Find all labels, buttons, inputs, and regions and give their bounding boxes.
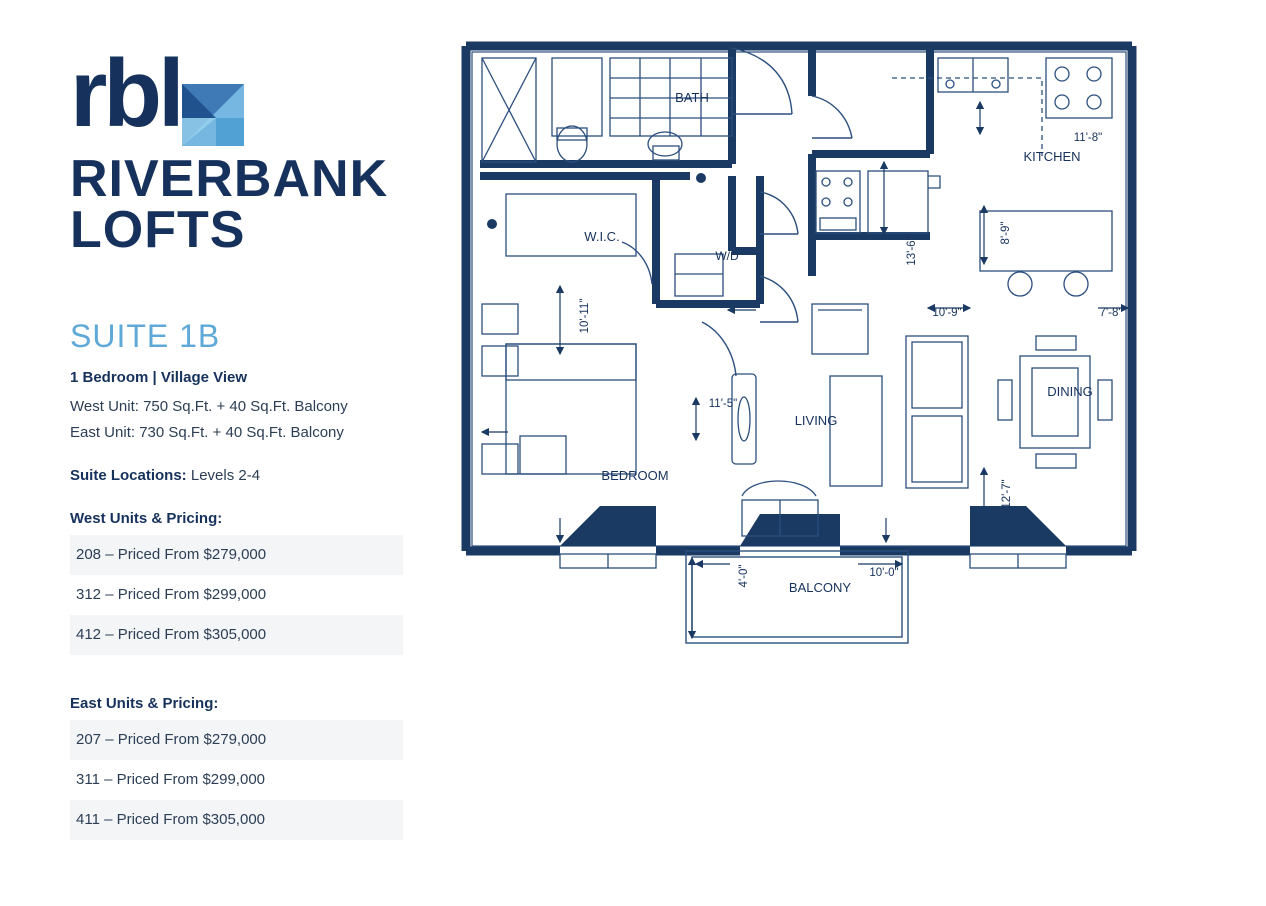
room-label: W/D xyxy=(715,249,739,263)
west-pricing-heading: West Units & Pricing: xyxy=(70,509,223,527)
info-panel xyxy=(70,40,470,840)
dimension-label: 11'-8" xyxy=(1073,132,1103,144)
dimension-label: 13'-6" xyxy=(906,236,918,266)
divider xyxy=(70,655,470,669)
brand-name xyxy=(70,150,470,259)
bedroom-furniture xyxy=(482,304,636,474)
room-label: LIVING xyxy=(794,413,838,428)
east-pricing-heading: East Units & Pricing: xyxy=(70,694,219,712)
dimension-label: 10'-9" xyxy=(932,307,962,319)
logo-tile-icon xyxy=(182,84,244,146)
suite-locations-label: Suite Locations: xyxy=(70,466,187,484)
window-sills xyxy=(560,554,1066,568)
living-furniture xyxy=(732,304,968,536)
room-label: DINING xyxy=(1047,384,1093,399)
exterior-walls xyxy=(466,46,1132,551)
east-pricing-list xyxy=(70,720,403,840)
west-pricing-list xyxy=(70,535,403,655)
dimension-labels xyxy=(579,132,1122,587)
room-label: BEDROOM xyxy=(601,468,669,483)
bay-wall-fills xyxy=(560,506,1066,546)
dimension-label: 10'-0" xyxy=(869,567,899,579)
list-item: 312 – Priced From $299,000 xyxy=(76,585,267,603)
riverbank-lofts-logo xyxy=(70,40,242,148)
dimension-label: 10'-11" xyxy=(579,298,591,334)
west-unit-sqft: West Unit: 750 Sq.Ft. + 40 Sq.Ft. Balcony xyxy=(70,397,348,415)
dimension-label: 12'-7" xyxy=(1001,479,1013,509)
room-label: BALCONY xyxy=(788,580,852,595)
suite-title: SUITE 1B xyxy=(70,317,221,354)
dimension-label: 7'-8" xyxy=(1099,307,1123,319)
room-label: KITCHEN xyxy=(1023,149,1081,164)
room-label: BATH xyxy=(675,90,709,105)
list-item: 208 – Priced From $279,000 xyxy=(70,535,403,575)
brand-line-1: RIVERBANK xyxy=(70,150,389,208)
dimension-label: 4'-0" xyxy=(738,564,750,588)
logo-tile-icon xyxy=(182,84,244,146)
logo-tile-icon xyxy=(182,118,216,146)
suite-subtitle: 1 Bedroom | Village View xyxy=(70,368,248,386)
suite-locations xyxy=(70,467,470,484)
dimension-label: 8'-9" xyxy=(1000,221,1012,245)
logo-wordmark: rbl xyxy=(70,40,181,147)
list-item: 207 – Priced From $279,000 xyxy=(70,720,403,760)
list-item: 412 – Priced From $305,000 xyxy=(70,615,403,655)
logo-tile-icon xyxy=(216,118,244,146)
balcony-outline xyxy=(686,551,908,643)
east-unit-sqft: East Unit: 730 Sq.Ft. + 40 Sq.Ft. Balcony xyxy=(70,423,344,441)
list-item: 311 – Priced From $299,000 xyxy=(76,770,266,788)
list-item: 411 – Priced From $305,000 xyxy=(70,800,403,840)
kitchen-fixtures xyxy=(816,58,1112,296)
floorplan-svg xyxy=(460,36,1160,656)
bath-fixtures xyxy=(482,58,732,162)
dining-furniture xyxy=(998,336,1112,468)
suite-locations-value: Levels 2-4 xyxy=(190,466,261,484)
logo-tile-icon xyxy=(182,84,216,118)
dimension-label: 11'-5" xyxy=(708,398,738,410)
room-label: W.I.C. xyxy=(584,229,620,244)
brand-line-2: LOFTS xyxy=(70,200,246,259)
floorplan-drawing xyxy=(460,36,1160,656)
